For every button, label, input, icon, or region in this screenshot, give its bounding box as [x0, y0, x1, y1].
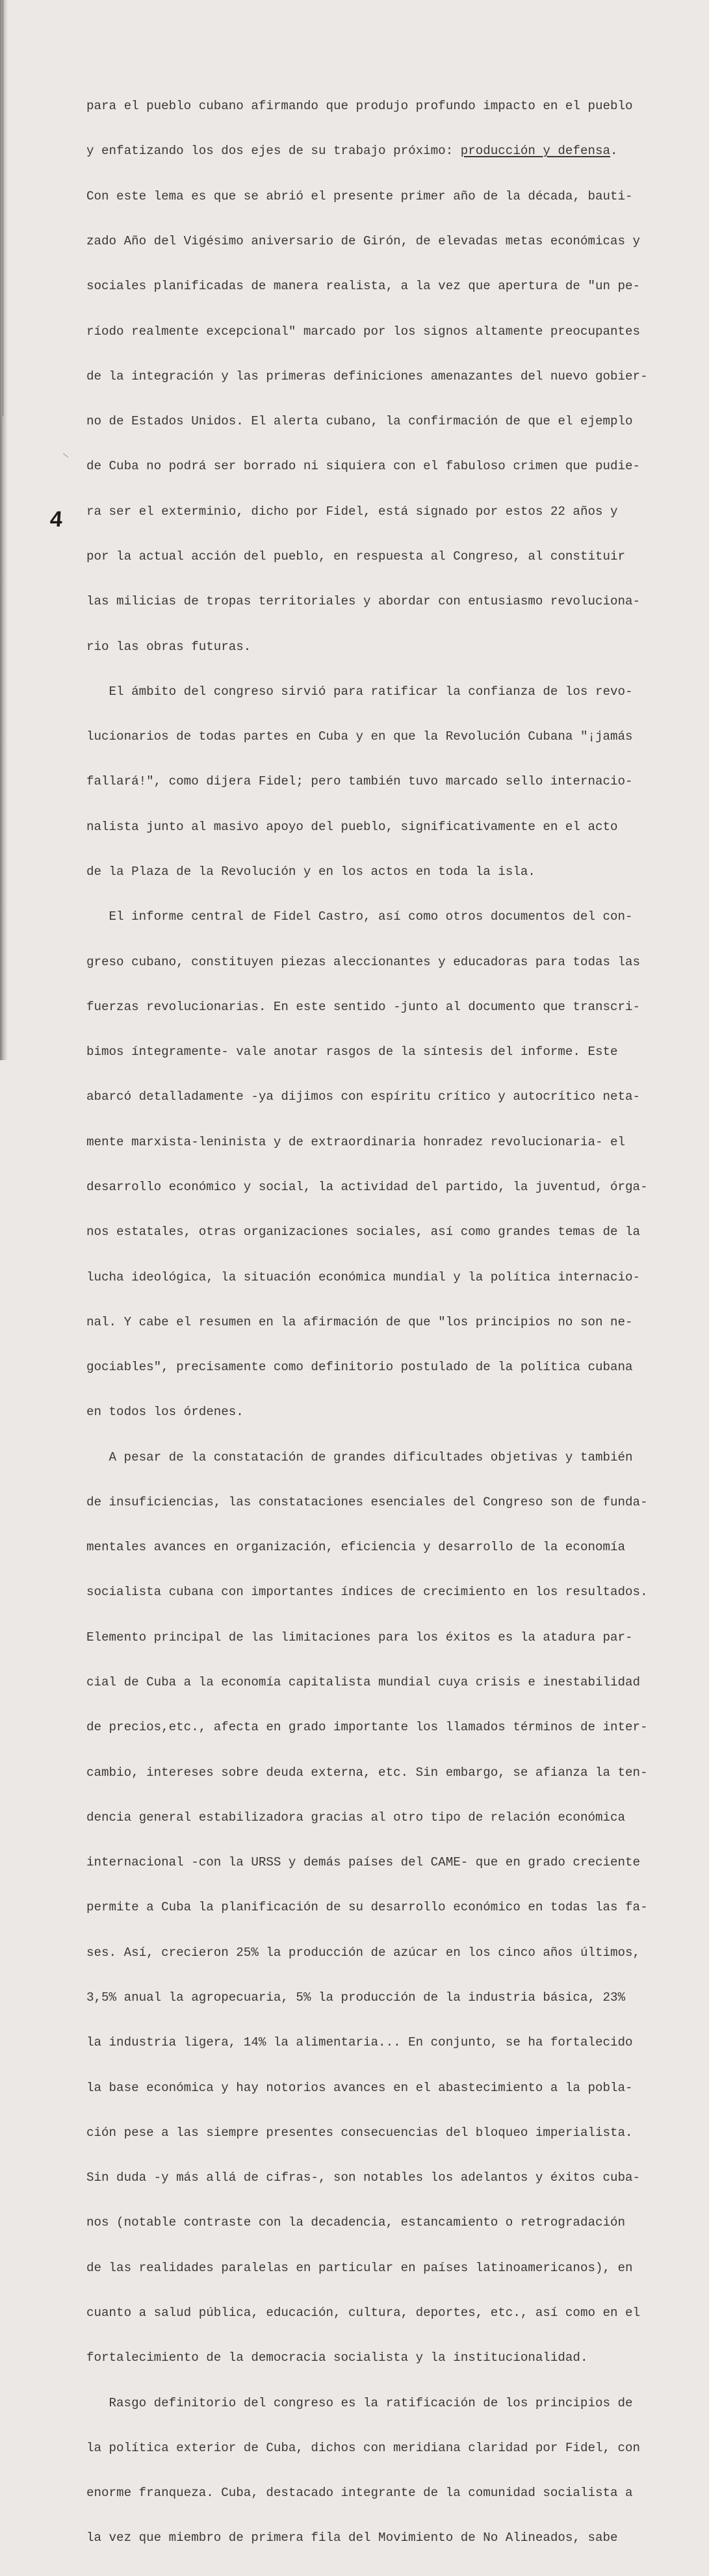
text-line: 3,5% anual la agropecuaria, 5% la producción de la industria básica, 23%	[86, 1990, 626, 2005]
text-line: mentales avances en organización, eficiencia y desarrollo de la economía	[86, 1540, 626, 1555]
text-line: lucionarios de todas partes en Cuba y en que la Revolución Cubana "¡jamás	[86, 729, 633, 744]
text-line: de precios,etc., afecta en grado importante los llamados términos de inter-	[86, 1720, 648, 1735]
underlined-phrase: producción y defensa	[460, 144, 611, 159]
text-line: de la Plaza de la Revolución y en los actos en toda la isla.	[86, 864, 535, 879]
page-edge-shadow	[0, 0, 8, 1060]
pencil-mark	[63, 453, 68, 458]
text-line: mente marxista-leninista y de extraordinaria honradez revolucionaria- el	[86, 1134, 626, 1149]
text-line: en todos los órdenes.	[86, 1405, 244, 1420]
text-line: la base económica y hay notorios avances en el abastecimiento a la pobla-	[86, 2080, 633, 2095]
text-line: cambio, intereses sobre deuda externa, etc. Sin embargo, se afianza la ten-	[86, 1765, 648, 1780]
text-line: dencia general estabilizadora gracias al otro tipo de relación económica	[86, 1810, 626, 1825]
text-line: ríodo realmente excepcional" marcado por los signos altamente preocupantes	[86, 324, 641, 339]
text-line: gociables", precisamente como definitorio postulado de la política cubana	[86, 1360, 633, 1375]
text-line: zado Año del Vigésimo aniversario de Girón, de elevadas metas económicas y	[86, 234, 641, 249]
text-line: abarcó detalladamente -ya dijimos con espíritu crítico y autocrítico neta-	[86, 1089, 641, 1104]
paragraph-first-line: A pesar de la constatación de grandes dificultades objetivas y también	[109, 1450, 633, 1464]
text-line: la vez que miembro de primera fila del Movimiento de No Alineados, sabe	[86, 2530, 618, 2545]
text-line: rio las obras futuras.	[86, 639, 251, 654]
text-line: la industria ligera, 14% la alimentaria... En conjunto, se ha fortalecido	[86, 2035, 633, 2050]
text-line: para el pueblo cubano afirmando que produjo profundo impacto en el pueblo	[86, 99, 633, 114]
text-line: permite a Cuba la planificación de su desarrollo económico en todas las fa-	[86, 1900, 648, 1915]
paragraph-first-line: El informe central de Fidel Castro, así como otros documentos del con-	[109, 909, 633, 924]
text-line: ra ser el exterminio, dicho por Fidel, está signado por estos 22 años y	[86, 504, 618, 519]
text-line: no de Estados Unidos. El alerta cubano, la confirmación de que el ejemplo	[86, 414, 633, 429]
text-line: lucha ideológica, la situación económica mundial y la política internacio-	[86, 1269, 641, 1284]
text-line: nalista junto al masivo apoyo del pueblo, significativamente en el acto	[86, 819, 618, 834]
paragraph-first-line: Rasgo definitorio del congreso es la ratificación de los principios de	[109, 2395, 633, 2410]
text-line: cial de Cuba a la economía capitalista mundial cuya crisis e inestabilidad	[86, 1675, 641, 1690]
text-line: de Cuba no podrá ser borrado ni siquiera con el fabuloso crimen que pudie-	[86, 459, 641, 474]
text-line: la política exterior de Cuba, dichos con meridiana claridad por Fidel, con	[86, 2440, 641, 2455]
text-line: nos (notable contraste con la decadencia, estancamiento o retrogradación	[86, 2215, 626, 2230]
text-line: de insuficiencias, las constataciones esenciales del Congreso son de funda-	[86, 1494, 648, 1509]
text-line: ses. Así, crecieron 25% la producción de azúcar en los cinco años últimos,	[86, 1945, 641, 1960]
text-line: de las realidades paralelas en particular en países latinoamericanos), en	[86, 2260, 633, 2275]
text-line: las milicias de tropas territoriales y abordar con entusiasmo revoluciona-	[86, 594, 641, 609]
paragraph-first-line: El ámbito del congreso sirvió para ratificar la confianza de los revo-	[109, 684, 633, 699]
text-line: bimos íntegramente- vale anotar rasgos de la síntesis del informe. Este	[86, 1045, 618, 1060]
text-line: desarrollo económico y social, la actividad del partido, la juventud, órga-	[86, 1179, 648, 1194]
text-line: greso cubano, constituyen piezas aleccionantes y educadoras para todas las	[86, 954, 641, 969]
text-line: ción pese a las siempre presentes consecuencias del bloqueo imperialista.	[86, 2125, 633, 2140]
text-line: fallará!", como dijera Fidel; pero también tuvo marcado sello internacio-	[86, 774, 633, 789]
text-segment: .	[610, 144, 618, 159]
text-line: cuanto a salud pública, educación, cultura, deportes, etc., así como en el	[86, 2305, 641, 2320]
text-line: de la integración y las primeras definiciones amenazantes del nuevo gobier-	[86, 369, 648, 384]
text-segment: y enfatizando los dos ejes de su trabajo próximo:	[86, 144, 461, 159]
text-line: Con este lema es que se abrió el presente primer año de la década, bauti-	[86, 189, 633, 203]
text-line: Elemento principal de las limitaciones para los éxitos es la atadura par-	[86, 1630, 633, 1645]
text-line: fortalecimiento de la democracia socialista y la institucionalidad.	[86, 2350, 588, 2365]
text-line: fuerzas revolucionarias. En este sentido -junto al documento que transcri-	[86, 999, 641, 1014]
text-line: enorme franqueza. Cuba, destacado integrante de la comunidad socialista a	[86, 2486, 633, 2501]
text-line: nos estatales, otras organizaciones sociales, así como grandes temas de la	[86, 1225, 641, 1240]
text-line	[86, 144, 648, 159]
text-line: socialista cubana con importantes índices de crecimiento en los resultados.	[86, 1585, 648, 1600]
text-line: nal. Y cabe el resumen en la afirmación de que "los principios no son ne-	[86, 1314, 633, 1329]
text-line: sociales planificadas de manera realista, a la vez que apertura de "un pe-	[86, 279, 641, 294]
body-text	[86, 69, 648, 2576]
text-line: internacional -con la URSS y demás países del CAME- que en grado creciente	[86, 1855, 641, 1870]
text-line: Sin duda -y más allá de cifras-, son notables los adelantos y éxitos cuba-	[86, 2170, 641, 2185]
margin-page-number: 4	[49, 507, 64, 532]
text-line: por la actual acción del pueblo, en respuesta al Congreso, al constituir	[86, 549, 626, 564]
